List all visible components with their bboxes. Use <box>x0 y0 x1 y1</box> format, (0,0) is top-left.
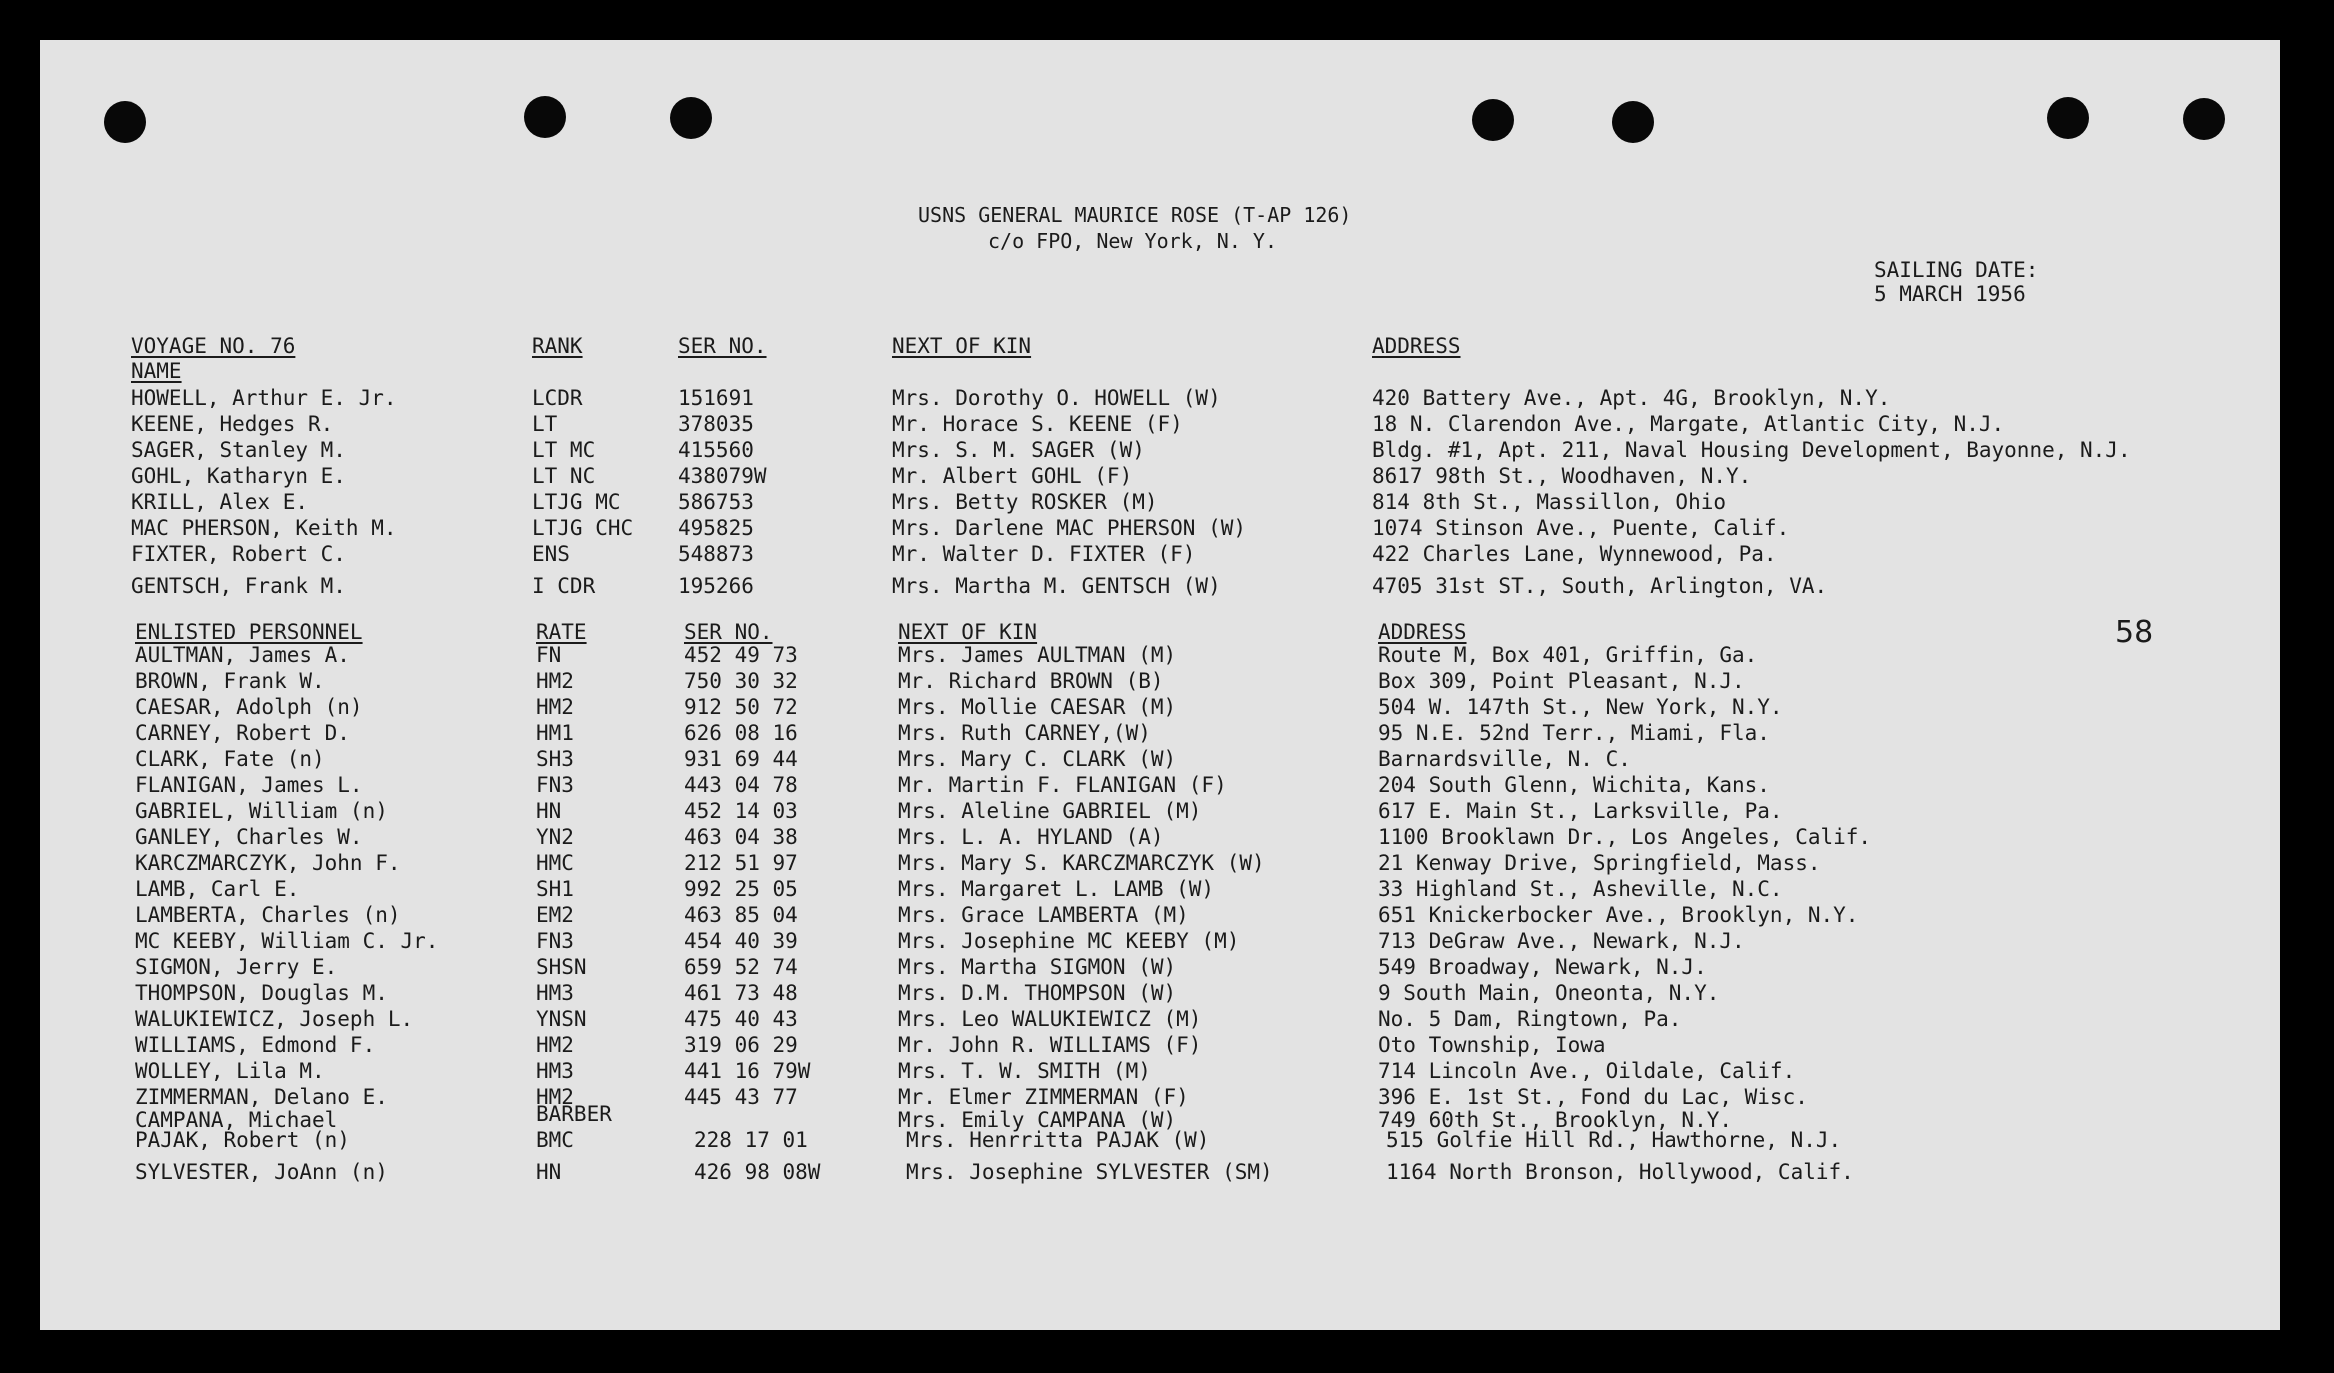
enlisted-name: BROWN, Frank W. <box>135 669 325 693</box>
enlisted-name: SYLVESTER, JoAnn (n) <box>135 1160 388 1184</box>
enlisted-next-of-kin: Mrs. Martha SIGMON (W) <box>898 955 1177 979</box>
officer-next-of-kin: Mr. Horace S. KEENE (F) <box>892 412 1183 436</box>
officer-rank: LTJG CHC <box>532 516 634 540</box>
enlisted-ser-no: 626 08 16 <box>684 721 798 745</box>
enlisted-address: 749 60th St., Brooklyn, N.Y. <box>1378 1108 1733 1132</box>
officer-address: Bldg. #1, Apt. 211, Naval Housing Development, Bayonne, N.J. <box>1372 438 2131 462</box>
ship-name: USNS GENERAL MAURICE ROSE (T-AP 126) <box>918 203 1352 227</box>
sailing-date: 5 MARCH 1956 <box>1874 282 2026 306</box>
ser-no-header: SER NO. <box>684 620 773 644</box>
officer-address: 8617 98th St., Woodhaven, N.Y. <box>1372 464 1752 488</box>
enlisted-ser-no: 992 25 05 <box>684 877 798 901</box>
enlisted-ser-no: 452 14 03 <box>684 799 798 823</box>
officer-rank: LT NC <box>532 464 596 488</box>
enlisted-ser-no: 461 73 48 <box>684 981 798 1005</box>
sailing-date-label: SAILING DATE: <box>1874 258 2039 282</box>
enlisted-address: 33 Highland St., Asheville, N.C. <box>1378 877 1783 901</box>
enlisted-address: 651 Knickerbocker Ave., Brooklyn, N.Y. <box>1378 903 1859 927</box>
officer-ser-no: 195266 <box>678 574 754 598</box>
enlisted-next-of-kin: Mrs. Grace LAMBERTA (M) <box>898 903 1189 927</box>
enlisted-address: 504 W. 147th St., New York, N.Y. <box>1378 695 1783 719</box>
enlisted-name: CAESAR, Adolph (n) <box>135 695 363 719</box>
officer-ser-no: 548873 <box>678 542 754 566</box>
enlisted-rate: HM2 <box>536 695 574 719</box>
enlisted-name: CAMPANA, Michael <box>135 1108 338 1132</box>
enlisted-name: PAJAK, Robert (n) <box>135 1128 350 1152</box>
officer-next-of-kin: Mrs. Dorothy O. HOWELL (W) <box>892 386 1221 410</box>
rank-header: RANK <box>532 334 583 358</box>
enlisted-ser-no: 750 30 32 <box>684 669 798 693</box>
enlisted-name: WALUKIEWICZ, Joseph L. <box>135 1007 414 1031</box>
enlisted-name: SIGMON, Jerry E. <box>135 955 338 979</box>
enlisted-rate: FN3 <box>536 773 574 797</box>
enlisted-name: GANLEY, Charles W. <box>135 825 363 849</box>
enlisted-address: 9 South Main, Oneonta, N.Y. <box>1378 981 1720 1005</box>
enlisted-name: LAMB, Carl E. <box>135 877 300 901</box>
enlisted-address: 396 E. 1st St., Fond du Lac, Wisc. <box>1378 1085 1808 1109</box>
enlisted-address: 204 South Glenn, Wichita, Kans. <box>1378 773 1770 797</box>
enlisted-next-of-kin: Mrs. Aleline GABRIEL (M) <box>898 799 1202 823</box>
officer-address: 4705 31st ST., South, Arlington, VA. <box>1372 574 1828 598</box>
enlisted-ser-no: 445 43 77 <box>684 1085 798 1109</box>
fpo-address: c/o FPO, New York, N. Y. <box>988 229 1277 253</box>
enlisted-rate: BARBER <box>536 1102 612 1126</box>
enlisted-next-of-kin: Mrs. Leo WALUKIEWICZ (M) <box>898 1007 1202 1031</box>
enlisted-address: Oto Township, Iowa <box>1378 1033 1606 1057</box>
enlisted-next-of-kin: Mrs. Emily CAMPANA (W) <box>898 1108 1177 1132</box>
enlisted-name: WOLLEY, Lila M. <box>135 1059 325 1083</box>
enlisted-name: CLARK, Fate (n) <box>135 747 325 771</box>
enlisted-next-of-kin: Mr. Martin F. FLANIGAN (F) <box>898 773 1227 797</box>
officer-ser-no: 438079W <box>678 464 767 488</box>
officer-ser-no: 151691 <box>678 386 754 410</box>
punch-hole <box>104 101 146 143</box>
enlisted-address: Barnardsville, N. C. <box>1378 747 1631 771</box>
enlisted-rate: SH3 <box>536 747 574 771</box>
officer-next-of-kin: Mrs. Betty ROSKER (M) <box>892 490 1158 514</box>
enlisted-address: 515 Golfie Hill Rd., Hawthorne, N.J. <box>1386 1128 1842 1152</box>
enlisted-ser-no: 319 06 29 <box>684 1033 798 1057</box>
enlisted-rate: HMC <box>536 851 574 875</box>
enlisted-rate: SH1 <box>536 877 574 901</box>
page-number: 58 <box>2115 615 2154 650</box>
officer-name: FIXTER, Robert C. <box>131 542 346 566</box>
enlisted-ser-no: 659 52 74 <box>684 955 798 979</box>
enlisted-address: 617 E. Main St., Larksville, Pa. <box>1378 799 1783 823</box>
enlisted-ser-no: 443 04 78 <box>684 773 798 797</box>
officer-rank: LCDR <box>532 386 583 410</box>
officer-rank: ENS <box>532 542 570 566</box>
officer-rank: LT MC <box>532 438 596 462</box>
officer-next-of-kin: Mr. Albert GOHL (F) <box>892 464 1133 488</box>
enlisted-next-of-kin: Mrs. Ruth CARNEY,(W) <box>898 721 1151 745</box>
punch-hole <box>1612 101 1654 143</box>
enlisted-rate: YNSN <box>536 1007 587 1031</box>
enlisted-ser-no: 454 40 39 <box>684 929 798 953</box>
enlisted-address: 549 Broadway, Newark, N.J. <box>1378 955 1707 979</box>
address-header: ADDRESS <box>1378 620 1467 644</box>
officer-name: GENTSCH, Frank M. <box>131 574 346 598</box>
officer-next-of-kin: Mr. Walter D. FIXTER (F) <box>892 542 1196 566</box>
enlisted-rate: EM2 <box>536 903 574 927</box>
enlisted-rate: FN <box>536 643 562 667</box>
enlisted-name: GABRIEL, William (n) <box>135 799 388 823</box>
enlisted-address: 95 N.E. 52nd Terr., Miami, Fla. <box>1378 721 1770 745</box>
punch-hole <box>1472 99 1514 141</box>
punch-hole <box>524 96 566 138</box>
officer-name: SAGER, Stanley M. <box>131 438 346 462</box>
officer-name: GOHL, Katharyn E. <box>131 464 346 488</box>
enlisted-address: No. 5 Dam, Ringtown, Pa. <box>1378 1007 1682 1031</box>
officer-next-of-kin: Mrs. S. M. SAGER (W) <box>892 438 1145 462</box>
enlisted-next-of-kin: Mrs. Mollie CAESAR (M) <box>898 695 1177 719</box>
enlisted-next-of-kin: Mrs. D.M. THOMPSON (W) <box>898 981 1177 1005</box>
punch-hole <box>2183 98 2225 140</box>
voyage-number: VOYAGE NO. 76 <box>131 334 296 358</box>
officer-name: MAC PHERSON, Keith M. <box>131 516 397 540</box>
enlisted-address: 714 Lincoln Ave., Oildale, Calif. <box>1378 1059 1796 1083</box>
enlisted-ser-no: 212 51 97 <box>684 851 798 875</box>
officer-name: KRILL, Alex E. <box>131 490 309 514</box>
enlisted-rate: YN2 <box>536 825 574 849</box>
enlisted-ser-no: 426 98 08W <box>694 1160 821 1184</box>
enlisted-next-of-kin: Mrs. Margaret L. LAMB (W) <box>898 877 1215 901</box>
officer-ser-no: 415560 <box>678 438 754 462</box>
address-header: ADDRESS <box>1372 334 1461 358</box>
enlisted-next-of-kin: Mr. Richard BROWN (B) <box>898 669 1164 693</box>
officer-address: 1074 Stinson Ave., Puente, Calif. <box>1372 516 1790 540</box>
officer-address: 814 8th St., Massillon, Ohio <box>1372 490 1727 514</box>
rate-header: RATE <box>536 620 587 644</box>
enlisted-ser-no: 441 16 79W <box>684 1059 811 1083</box>
enlisted-name: WILLIAMS, Edmond F. <box>135 1033 376 1057</box>
enlisted-name: FLANIGAN, James L. <box>135 773 363 797</box>
enlisted-address: 713 DeGraw Ave., Newark, N.J. <box>1378 929 1745 953</box>
punch-hole <box>670 97 712 139</box>
officer-name: KEENE, Hedges R. <box>131 412 334 436</box>
officer-name: HOWELL, Arthur E. Jr. <box>131 386 397 410</box>
officer-rank: LTJG MC <box>532 490 621 514</box>
enlisted-next-of-kin: Mrs. T. W. SMITH (M) <box>898 1059 1151 1083</box>
enlisted-next-of-kin: Mrs. Henrritta PAJAK (W) <box>906 1128 1210 1152</box>
enlisted-name: THOMPSON, Douglas M. <box>135 981 388 1005</box>
enlisted-rate: HM2 <box>536 1085 574 1109</box>
officer-ser-no: 378035 <box>678 412 754 436</box>
enlisted-rate: HM3 <box>536 1059 574 1083</box>
enlisted-next-of-kin: Mr. Elmer ZIMMERMAN (F) <box>898 1085 1189 1109</box>
next-of-kin-header: NEXT OF KIN <box>892 334 1032 358</box>
enlisted-rate: HM2 <box>536 1033 574 1057</box>
enlisted-name: ZIMMERMAN, Delano E. <box>135 1085 388 1109</box>
officer-rank: LT <box>532 412 558 436</box>
enlisted-name: LAMBERTA, Charles (n) <box>135 903 401 927</box>
enlisted-address: 1100 Brooklawn Dr., Los Angeles, Calif. <box>1378 825 1872 849</box>
enlisted-rate: HM2 <box>536 669 574 693</box>
punch-hole <box>2047 97 2089 139</box>
officer-next-of-kin: Mrs. Darlene MAC PHERSON (W) <box>892 516 1247 540</box>
enlisted-ser-no: 912 50 72 <box>684 695 798 719</box>
officer-next-of-kin: Mrs. Martha M. GENTSCH (W) <box>892 574 1221 598</box>
enlisted-rate: HN <box>536 799 562 823</box>
enlisted-address: Route M, Box 401, Griffin, Ga. <box>1378 643 1758 667</box>
enlisted-next-of-kin: Mr. John R. WILLIAMS (F) <box>898 1033 1202 1057</box>
enlisted-ser-no: 475 40 43 <box>684 1007 798 1031</box>
officer-rank: I CDR <box>532 574 596 598</box>
enlisted-rate: HM1 <box>536 721 574 745</box>
ser-no-header: SER NO. <box>678 334 767 358</box>
enlisted-name: CARNEY, Robert D. <box>135 721 350 745</box>
enlisted-rate: FN3 <box>536 929 574 953</box>
enlisted-rate: SHSN <box>536 955 587 979</box>
enlisted-rate: HN <box>536 1160 562 1184</box>
officer-address: 422 Charles Lane, Wynnewood, Pa. <box>1372 542 1777 566</box>
enlisted-ser-no: 931 69 44 <box>684 747 798 771</box>
enlisted-next-of-kin: Mrs. Josephine MC KEEBY (M) <box>898 929 1240 953</box>
enlisted-next-of-kin: Mrs. James AULTMAN (M) <box>898 643 1177 667</box>
enlisted-name: MC KEEBY, William C. Jr. <box>135 929 439 953</box>
officer-ser-no: 495825 <box>678 516 754 540</box>
officer-address: 420 Battery Ave., Apt. 4G, Brooklyn, N.Y. <box>1372 386 1891 410</box>
enlisted-rate: BMC <box>536 1128 574 1152</box>
enlisted-next-of-kin: Mrs. Mary C. CLARK (W) <box>898 747 1177 771</box>
officer-ser-no: 586753 <box>678 490 754 514</box>
enlisted-address: 1164 North Bronson, Hollywood, Calif. <box>1386 1160 1854 1184</box>
enlisted-address: 21 Kenway Drive, Springfield, Mass. <box>1378 851 1821 875</box>
enlisted-ser-no: 228 17 01 <box>694 1128 808 1152</box>
enlisted-personnel-header: ENLISTED PERSONNEL <box>135 620 363 644</box>
enlisted-ser-no: 463 85 04 <box>684 903 798 927</box>
enlisted-ser-no: 463 04 38 <box>684 825 798 849</box>
enlisted-name: KARCZMARCZYK, John F. <box>135 851 401 875</box>
enlisted-rate: HM3 <box>536 981 574 1005</box>
enlisted-next-of-kin: Mrs. Josephine SYLVESTER (SM) <box>906 1160 1273 1184</box>
name-header: NAME <box>131 359 182 383</box>
enlisted-next-of-kin: Mrs. L. A. HYLAND (A) <box>898 825 1164 849</box>
enlisted-name: AULTMAN, James A. <box>135 643 350 667</box>
officer-address: 18 N. Clarendon Ave., Margate, Atlantic City, N.J. <box>1372 412 2005 436</box>
enlisted-ser-no: 452 49 73 <box>684 643 798 667</box>
next-of-kin-header: NEXT OF KIN <box>898 620 1038 644</box>
enlisted-next-of-kin: Mrs. Mary S. KARCZMARCZYK (W) <box>898 851 1265 875</box>
enlisted-address: Box 309, Point Pleasant, N.J. <box>1378 669 1745 693</box>
